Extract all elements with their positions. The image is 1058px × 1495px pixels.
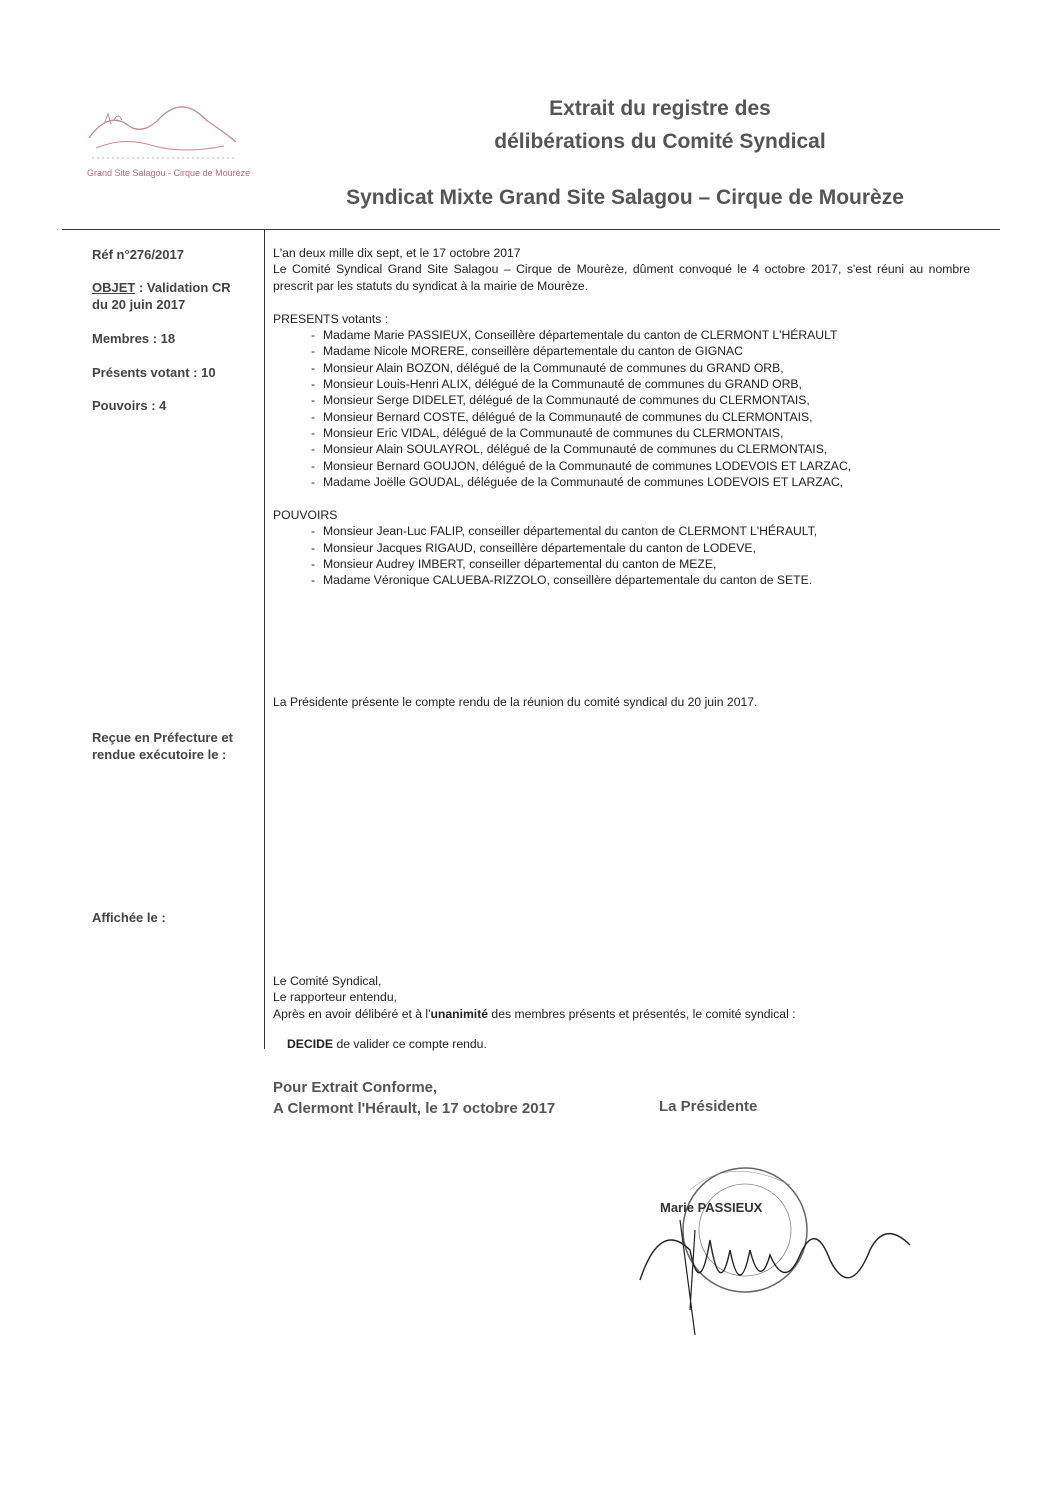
presents-title: PRESENTS votants : (273, 311, 389, 326)
list-item: - Madame Véronique CALUEBA-RIZZOLO, conseillère départementale du canton de SETE. (273, 572, 970, 588)
list-item: - Monsieur Eric VIDAL, délégué de la Communauté de communes du CLERMONTAIS, (273, 425, 970, 441)
official-stamp-icon (620, 1160, 920, 1340)
title-line-2: délibérations du Comité Syndical (494, 130, 826, 153)
decision-block (273, 973, 970, 1052)
organization-name: Syndicat Mixte Grand Site Salagou – Cirque de Mourèze (346, 186, 904, 209)
logo (84, 96, 254, 186)
logo-caption: Grand Site Salagou - Cirque de Mourèze (87, 168, 251, 178)
document-title (380, 92, 940, 158)
objet-line-2: du 20 juin 2017 (92, 297, 186, 312)
header-divider (62, 229, 1000, 230)
pouvoirs-title: POUVOIRS (273, 508, 338, 523)
affichee-label: Affichée le : (92, 910, 166, 925)
list-item: - Monsieur Jean-Luc FALIP, conseiller départemental du canton de CLERMONT L'HÉRAULT, (273, 523, 970, 539)
unanimite-text: unanimité (430, 1006, 489, 1021)
list-item: - Monsieur Audrey IMBERT, conseiller départemental du canton de MEZE, (273, 556, 970, 572)
objet-text: : Validation CR (135, 280, 231, 295)
date-line: L'an deux mille dix sept, et le 17 octobre 2017 (273, 246, 521, 260)
signatory-name: Marie PASSIEUX (660, 1200, 763, 1215)
list-item: - Monsieur Bernard COSTE, délégué de la Communauté de communes du CLERMONTAIS, (273, 409, 970, 425)
list-item: - Monsieur Bernard GOUJON, délégué de la Communauté de communes LODEVOIS ET LARZAC, (273, 458, 970, 474)
title-line-1: Extrait du registre des (549, 97, 771, 120)
president-title: La Présidente (659, 1098, 758, 1115)
ref-number: Réf n°276/2017 (92, 247, 184, 262)
objet (92, 279, 231, 313)
list-item: - Monsieur Alain BOZON, délégué de la Communauté de communes du GRAND ORB, (273, 360, 970, 376)
place-date-line: A Clermont l'Hérault, le 17 octobre 2017 (273, 1100, 556, 1117)
prefecture-line-2: rendue exécutoire le : (92, 747, 227, 762)
list-item: - Madame Nicole MORERE, conseillère départementale du canton de GIGNAC (273, 343, 970, 359)
list-item: - Monsieur Alain SOULAYROL, délégué de la Communauté de communes du CLERMONTAIS, (273, 441, 970, 457)
comite-line: Le Comité Syndical, (273, 974, 382, 988)
pouvoirs-list (273, 523, 970, 588)
apres-prefix: Après en avoir délibéré et à l' (273, 1006, 431, 1021)
deliberation-body (273, 245, 970, 589)
list-item: - Madame Joëlle GOUDAL, déléguée de la Communauté de communes LODEVOIS ET LARZAC, (273, 474, 970, 490)
rapporteur-line: Le rapporteur entendu, (273, 990, 397, 1005)
pouvoirs-count: Pouvoirs : 4 (92, 398, 167, 413)
extract-conform-block (273, 1077, 555, 1119)
objet-label: OBJET (92, 280, 136, 295)
intro-paragraph: Le Comité Syndical Grand Site Salagou – Cirque de Mourèze, dûment convoqué le 4 octobre 2017, s'est réuni au nombre prescrit par les statuts du syndicat à la mairie de Mourèze. (273, 262, 970, 293)
list-item: - Monsieur Jacques RIGAUD, conseillère départementale du canton de LODEVE, (273, 540, 970, 556)
list-item: - Madame Marie PASSIEUX, Conseillère départementale du canton de CLERMONT L'HÉRAULT (273, 327, 970, 343)
extract-conform-line: Pour Extrait Conforme, (273, 1079, 438, 1096)
apres-line (273, 1006, 970, 1022)
prefecture-reception (92, 729, 233, 763)
landscape-logo-icon (84, 96, 254, 168)
presentation-sentence: La Présidente présente le compte rendu de la réunion du comité syndical du 20 juin 2017. (273, 695, 758, 709)
presents-list (273, 327, 970, 490)
decide-text: de valider ce compte rendu. (333, 1036, 487, 1051)
decide-line (273, 1036, 970, 1052)
membres-count: Membres : 18 (92, 331, 176, 346)
list-item: - Monsieur Serge DIDELET, délégué de la Communauté de communes du CLERMONTAIS, (273, 392, 970, 408)
column-divider (264, 229, 265, 1049)
presents-count: Présents votant : 10 (92, 365, 216, 380)
list-item: - Monsieur Louis-Henri ALIX, délégué de la Communauté de communes du GRAND ORB, (273, 376, 970, 392)
apres-suffix: des membres présents et présentés, le comité syndical : (488, 1006, 796, 1021)
decide-keyword: DECIDE (287, 1036, 334, 1051)
prefecture-line-1: Reçue en Préfecture et (92, 730, 233, 745)
